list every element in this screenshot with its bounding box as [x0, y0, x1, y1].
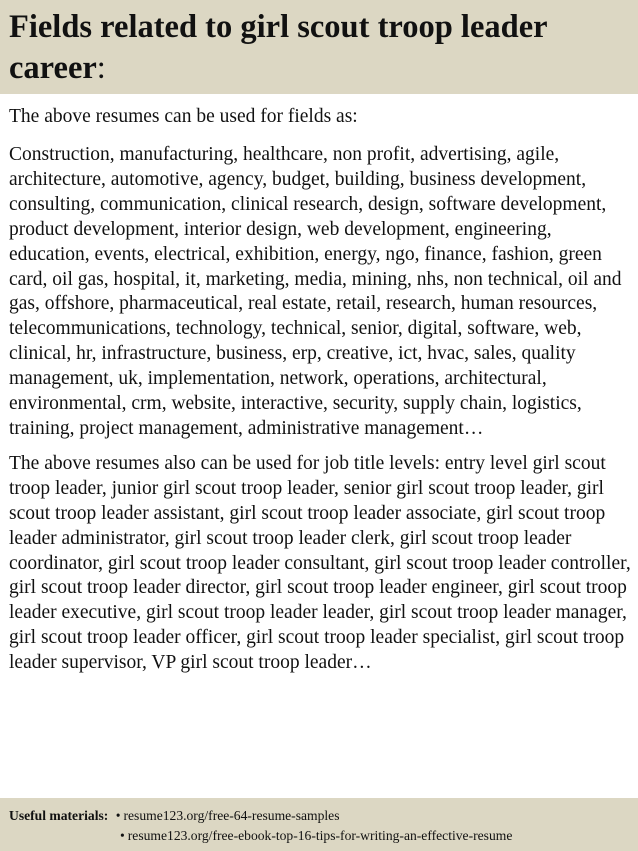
footer-row-1 [9, 807, 340, 825]
page-title-main: Fields related to girl scout troop leader career [9, 9, 547, 86]
bullet-icon: • [120, 828, 125, 843]
footer-link-resume-samples[interactable]: resume123.org/free-64-resume-samples [123, 808, 340, 823]
footer-row-2 [120, 827, 512, 845]
footer-band [0, 798, 638, 851]
fields-list-text: Construction, manufacturing, healthcare, non profit, advertising, agile, architecture, automotive, agency, budget, building, business development, consulting, communication, clinical research, design, software development, product development, interior design, web development, engineering, education, events, electrical, exhibition, energy, ngo, finance, fashion, green card, oil gas, hospital, it, marketing, media, mining, nhs, non technical, oil and gas, offshore, pharmaceutical, real estate, retail, research, human resources, telecommunications, technology, technical, senior, digital, software, web, clinical, hr, infrastructure, business, erp, creative, ict, hvac, sales, quality management, uk, implementation, network, operations, architectural, environmental, crm, website, interactive, security, supply chain, logistics, training, project management, administrative management… [9, 144, 622, 439]
page-title [9, 7, 629, 89]
job-levels-text: The above resumes also can be used for job title levels: entry level girl scout troop leader, junior girl scout troop leader, senior girl scout troop leader, girl scout troop leader assistant, girl scout troop leader associate, girl scout troop leader administrator, girl scout troop leader clerk, girl scout troop leader coordinator, girl scout troop leader consultant, girl scout troop leader controller, girl scout troop leader director, girl scout troop leader engineer, girl scout troop leader executive, girl scout troop leader leader, girl scout troop leader manager, girl scout troop leader officer, girl scout troop leader specialist, girl scout troop leader supervisor, VP girl scout troop leader… [9, 452, 631, 674]
main-content [9, 104, 633, 676]
footer-link-ebook[interactable]: resume123.org/free-ebook-top-16-tips-for-writing-an-effective-resume [127, 828, 513, 843]
page-title-colon: : [96, 50, 106, 86]
useful-materials-label: Useful materials: [9, 808, 109, 823]
bullet-icon: • [115, 808, 121, 823]
intro-text: The above resumes can be used for fields as: [9, 106, 358, 127]
title-band [0, 0, 638, 94]
